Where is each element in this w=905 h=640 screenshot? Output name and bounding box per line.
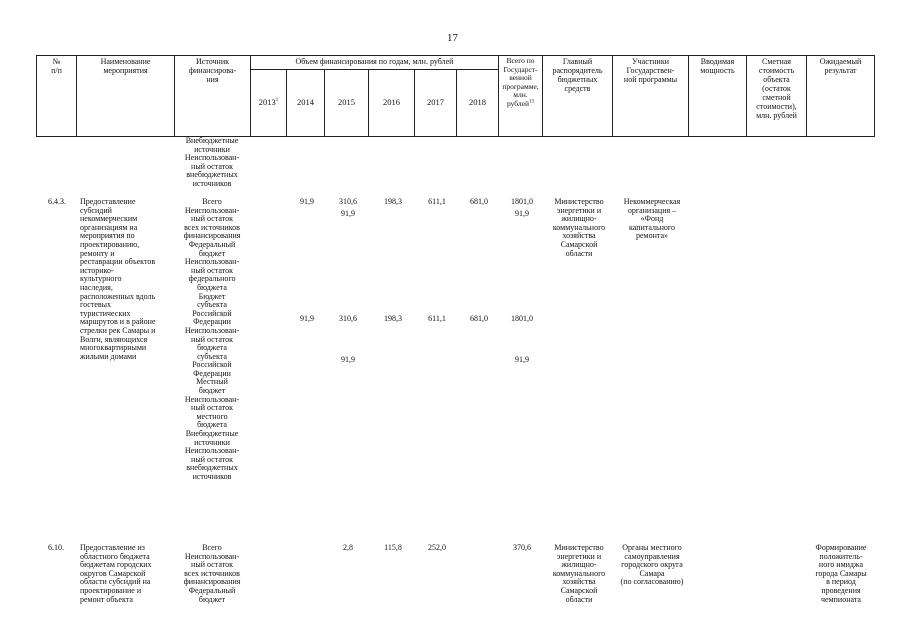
header-year-2016: 2016 <box>369 69 415 137</box>
row-610-sources: Всего Неиспользован- ный остаток всех источников финансирования Федеральный бюджет <box>183 543 241 604</box>
header-result: Ожидаемый результат <box>807 56 875 137</box>
row-610-total-sum: 370,6 <box>513 543 531 552</box>
header-year-2017: 2017 <box>415 69 457 137</box>
header-year-2018: 2018 <box>457 69 499 137</box>
row-643-remainder-sum: 91,9 <box>515 209 529 218</box>
page-number: 17 <box>447 32 458 44</box>
row-643-regional-sum: 1801,0 <box>511 314 533 323</box>
row-643-regional-2016: 198,3 <box>384 314 402 323</box>
row-643-regional-remainder-2015: 91,9 <box>341 355 355 364</box>
header-year-2015: 2015 <box>325 69 369 137</box>
header-total-note: 13 <box>529 99 535 105</box>
header-total-text: Всего по Государст- венной программе, млн. рублей <box>502 56 539 108</box>
header-no: № п/п <box>37 56 77 137</box>
top-sources: Внебюджетные источники Неиспользован- ный остаток внебюджетных источников <box>184 136 240 188</box>
row-643-total-2015: 310,6 <box>339 197 357 206</box>
row-610-total-2016: 115,8 <box>384 543 402 552</box>
row-610-no: 6.10. <box>48 543 64 552</box>
row-643-remainder-2015: 91,9 <box>341 209 355 218</box>
row-643-total-2016: 198,3 <box>384 197 402 206</box>
row-610-name: Предоставление из областного бюджета бюджетам городских округов Самарской области субсидий на проектирование и ремонт объекта <box>80 543 152 604</box>
row-643-total-2018: 681,0 <box>470 197 488 206</box>
row-643-sources: Всего Неиспользован- ный остаток всех источников финансирования Федеральный бюджет Неиспользован- ный остаток федерального бюджета Бюджет субъекта Российской Федерации Неиспользован- ный остаток бюджета субъекта Российской Федерации Местный бюджет Неиспользован- ный остаток местного бюджета Внебюджетные источники Неиспользован- ный остаток внебюджетных источников <box>183 197 241 481</box>
header-year-2014: 2014 <box>287 69 325 137</box>
header-estimate: Сметная стоимость объекта (остаток сметной стоимости), млн. рублей <box>747 56 807 137</box>
row-643-name: Предоставление субсидий некоммерческим организациям на мероприятия по проектированию, ремонту и реставрации объектов историко- культурного наследия, расположенных вдоль гостевых туристических маршрутов и в районе стрелки рек Самары и Волги, являющихся многоквартирными жилыми домами <box>80 197 156 361</box>
row-610-participants: Органы местного самоуправления городского округа Самара (по согласованию) <box>620 543 684 587</box>
header-year-2013-note: 1 <box>275 98 279 104</box>
row-643-regional-2015: 310,6 <box>339 314 357 323</box>
header-year-2013 <box>251 69 287 137</box>
row-610-total-2017: 252,0 <box>428 543 446 552</box>
header-participants: Участники Государствен- ной программы <box>613 56 689 137</box>
header-name: Наименование мероприятия <box>77 56 175 137</box>
row-643-regional-2017: 611,1 <box>428 314 446 323</box>
header-volume: Объем финансирования по годам, млн. рублей <box>251 56 499 70</box>
row-643-total-sum: 1801,0 <box>511 197 533 206</box>
row-643-total-2017: 611,1 <box>428 197 446 206</box>
row-610-manager: Министерство энергетики и жилищно- коммунального хозяйства Самарской области <box>552 543 606 604</box>
row-643-regional-2018: 681,0 <box>470 314 488 323</box>
row-643-total-2014: 91,9 <box>300 197 314 206</box>
header-total <box>499 56 543 137</box>
row-643-no: 6.4.3. <box>48 197 66 206</box>
row-643-regional-2014: 91,9 <box>300 314 314 323</box>
row-643-participants: Некоммерческая организация – «Фонд капитального ремонта» <box>623 197 681 241</box>
table-header <box>36 55 875 137</box>
header-capacity: Вводимая мощность <box>689 56 747 137</box>
row-643-manager: Министерство энергетики и жилищно- коммунального хозяйства Самарской области <box>552 197 606 258</box>
row-643-regional-remainder-sum: 91,9 <box>515 355 529 364</box>
row-610-total-2015: 2,8 <box>343 543 353 552</box>
header-year-2013-text: 2013 <box>258 97 276 108</box>
row-610-result: Формирование положитель- ного имиджа города Самары в период проведения чемпионата <box>815 543 867 604</box>
header-source: Источник финансирова- ния <box>175 56 251 137</box>
header-manager: Главный распорядитель бюджетных средств <box>543 56 613 137</box>
